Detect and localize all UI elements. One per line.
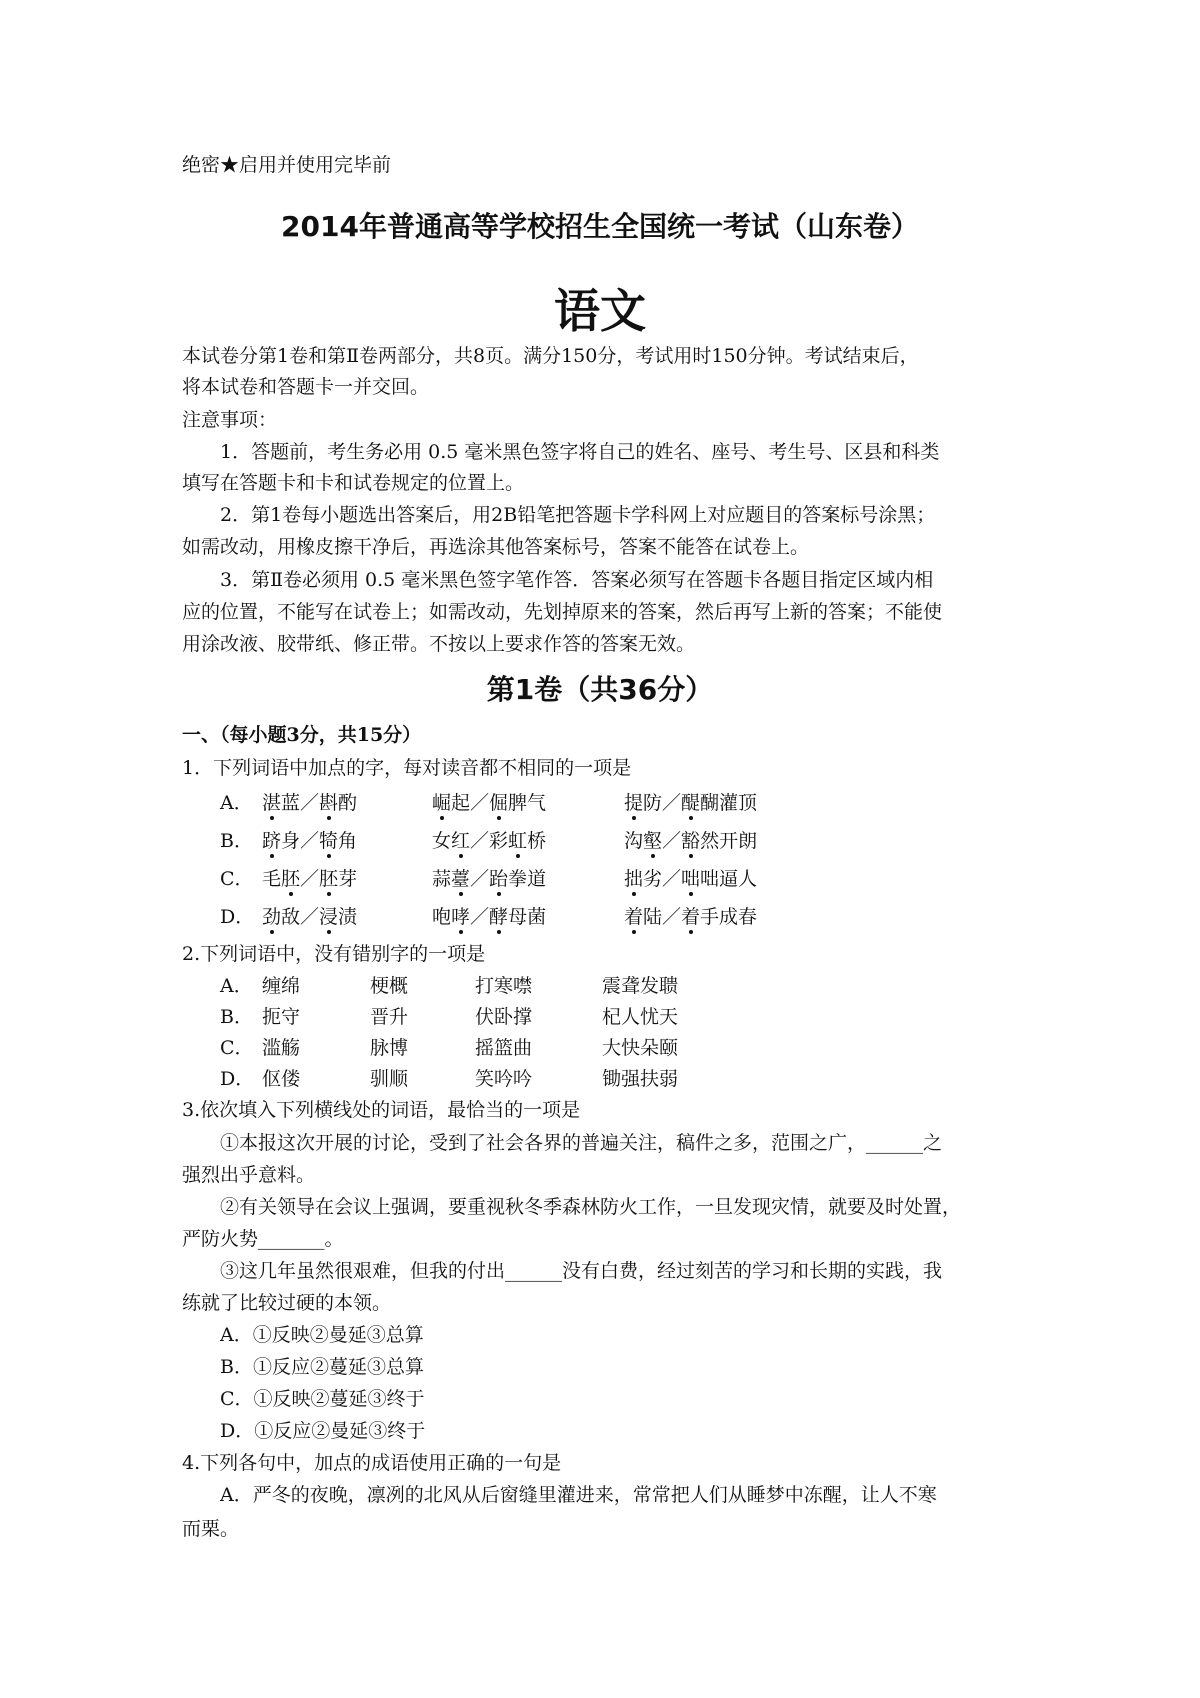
exam-title: 2014年普通高等学校招生全国统一考试（山东卷） [281,210,919,243]
option-label: A． [220,975,253,997]
subject-title: 语文 [554,284,646,338]
option-text: 毛胚／胚芽 [262,868,358,890]
notice-label: 注意事项： [182,409,278,431]
option-text: 笑吟吟 [475,1068,533,1090]
question-stem: 2.下列词语中，没有错别字的一项是 [182,943,486,965]
notice-line: 2．第1卷每小题选出答案后，用2B铅笔把答题卡学科网上对应题目的答案标号涂黑； [220,504,936,526]
option-label: B． [220,830,253,852]
notice-line: 用涂改液、胶带纸、修正带。不按以上要求作答的答案无效。 [182,633,696,655]
option-text: 着陆／着手成春 [624,906,758,928]
option-label: A． [220,792,253,814]
notice-line: 填写在答题卡和卡和试卷规定的位置上。 [182,472,525,494]
part-title: 一、（每小题3分，共15分） [182,724,422,746]
section-title: 第1卷（共36分） [486,673,714,706]
option-text: 拙劣／咄咄逼人 [624,868,758,890]
option-text: 锄强扶弱 [602,1068,679,1090]
notice-line: 3．第Ⅱ卷必须用 0.5 毫米黑色签字笔作答．答案必须写在答题卡各题目指定区域内相 [220,569,934,591]
option-text: 沟壑／豁然开朗 [624,830,758,852]
option-text: 伛偻 [262,1068,301,1090]
notice-line: 1．答题前，考生务必用 0.5 毫米黑色签字将自己的姓名、座号、考生号、区县和科类 [220,441,940,463]
option-text: 蒜薹／跆拳道 [432,868,547,890]
question-sentence: ②有关领导在会议上强调，要重视秋冬季森林防火工作，一旦发现灾情，就要及时处置， [220,1196,962,1218]
option-text: 摇篮曲 [475,1037,533,1059]
option-text: A．①反映②曼延③总算 [220,1324,424,1346]
option-label: B． [220,1006,253,1028]
question-sentence: ①本报这次开展的讨论，受到了社会各界的普遍关注，稿件之多，范围之广，______之 [220,1132,943,1154]
question-stem: 4.下列各句中，加点的成语使用正确的一句是 [182,1452,562,1474]
question-stem: 1．下列词语中加点的字，每对读音都不相同的一项是 [182,757,632,779]
option-text: B．①反应②蔓延③总算 [220,1356,424,1378]
option-label: C． [220,1037,254,1059]
notice-line: 如需改动，用橡皮擦干净后，再选涂其他答案标号，答案不能答在试卷上。 [182,536,810,558]
option-text: 伏卧撑 [475,1006,533,1028]
option-text: 而栗。 [182,1518,240,1540]
option-text: 崛起／倔脾气 [432,792,547,814]
question-stem: 3.依次填入下列横线处的词语，最恰当的一项是 [182,1099,581,1121]
option-text: 杞人忧天 [602,1006,679,1028]
option-label: D． [220,906,255,928]
option-text: 驯顺 [370,1068,409,1090]
option-text: 缠绵 [262,975,301,997]
option-text: 滥觞 [262,1037,301,1059]
option-text: A．严冬的夜晚，凛冽的北风从后窗缝里灌进来，常常把人们从睡梦中冻醒，让人不寒 [220,1484,937,1506]
option-text: D．①反应②曼延③终于 [220,1420,426,1442]
question-sentence: ③这几年虽然很艰难，但我的付出______没有白费，经过刻苦的学习和长期的实践，我 [220,1260,943,1282]
option-text: 梗概 [370,975,409,997]
option-text: C．①反映②蔓延③终于 [220,1388,425,1410]
option-text: 跻身／犄角 [262,830,358,852]
intro-line: 本试卷分第1卷和第Ⅱ卷两部分，共8页。满分150分，考试用时150分钟。考试结束后， [182,345,919,367]
option-text: 湛蓝／斟酌 [262,792,358,814]
option-label: D． [220,1068,255,1090]
question-sentence: 练就了比较过硬的本领。 [182,1292,392,1314]
intro-line: 将本试卷和答题卡一并交回。 [182,376,430,398]
top-secret-label: 绝密★启用并使用完毕前 [182,154,392,176]
option-text: 大快朵颐 [602,1037,679,1059]
option-text: 扼守 [262,1006,301,1028]
option-text: 劲敌／浸渍 [262,906,358,928]
option-text: 提防／醍醐灌顶 [624,792,758,814]
option-text: 咆哮／酵母菌 [432,906,547,928]
notice-line: 应的位置，不能写在试卷上；如需改动，先划掉原来的答案，然后再写上新的答案；不能使 [182,601,943,623]
option-text: 震聋发聩 [602,975,679,997]
option-text: 女红／彩虹桥 [432,830,547,852]
option-text: 脉博 [370,1037,409,1059]
option-text: 打寒噤 [475,975,533,997]
question-sentence: 强烈出乎意料。 [182,1164,316,1186]
question-sentence: 严防火势_______。 [182,1228,344,1250]
option-text: 晋升 [370,1006,409,1028]
option-label: C． [220,868,254,890]
